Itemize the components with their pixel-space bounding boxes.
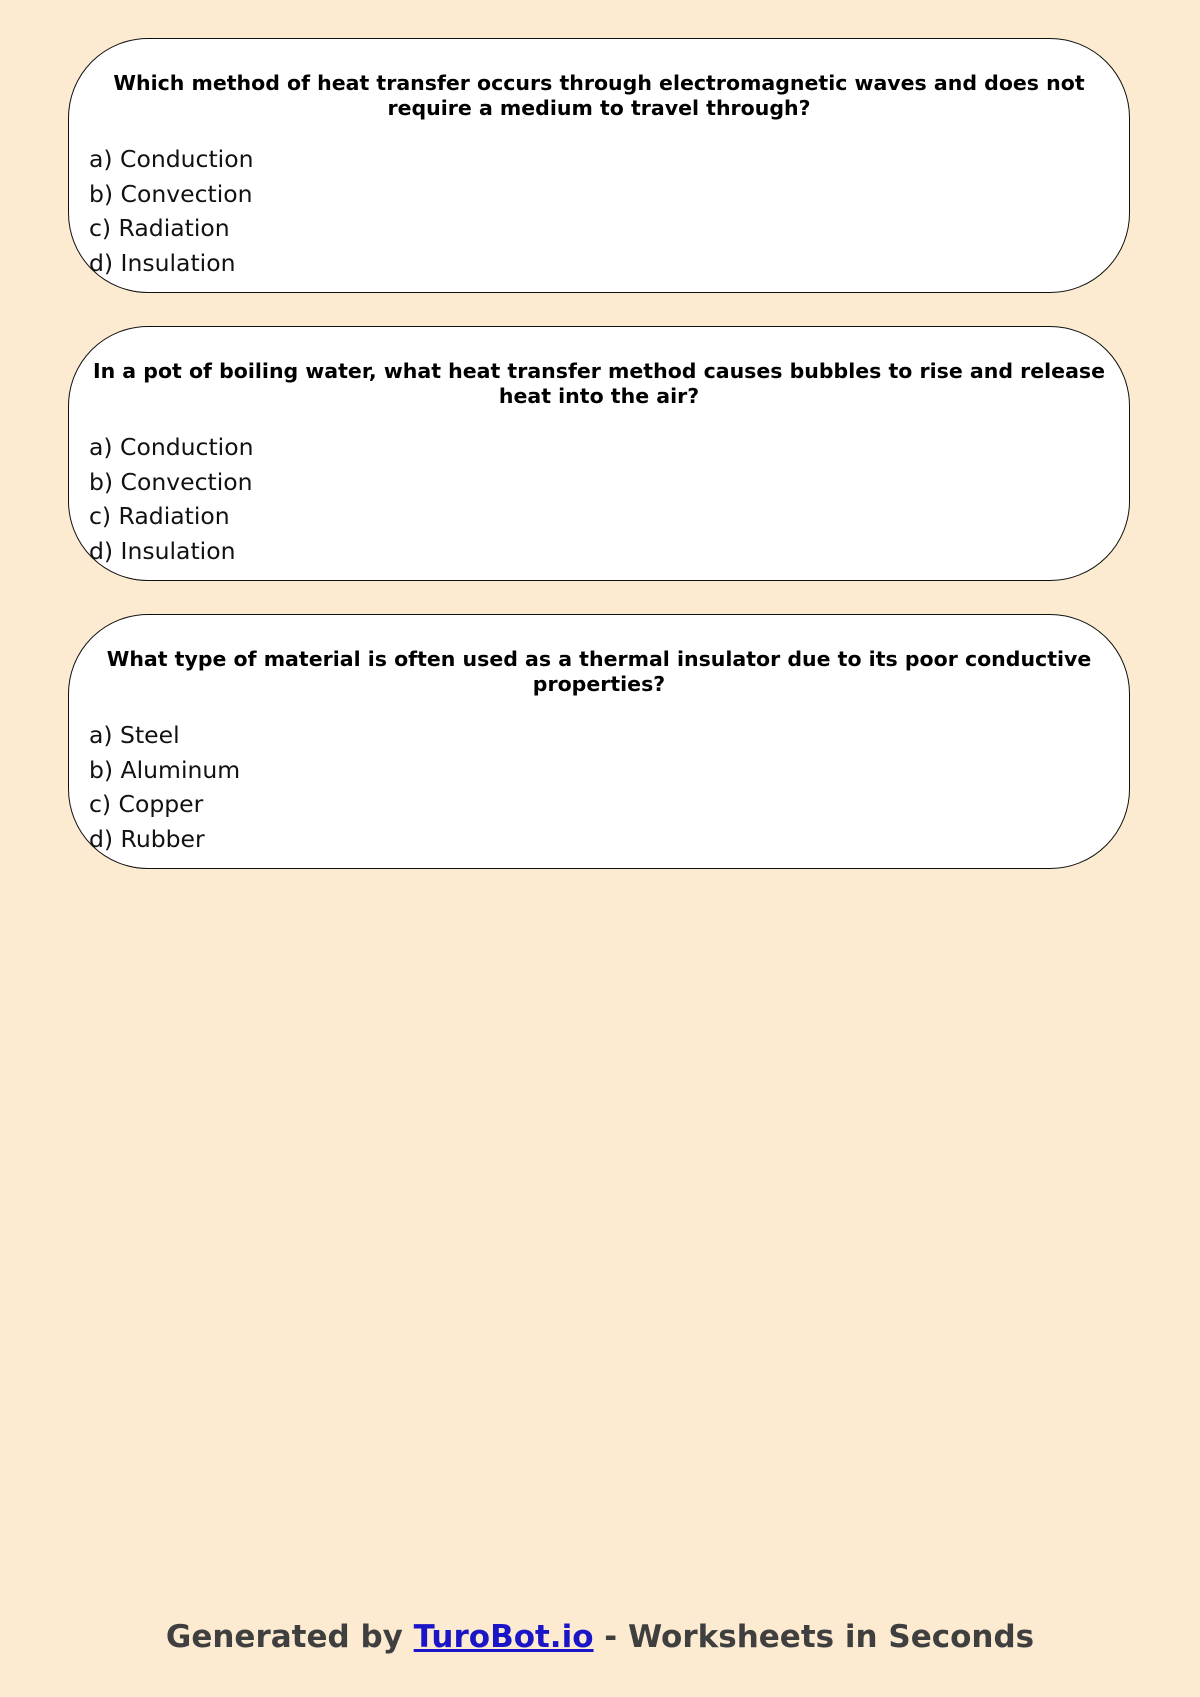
turobot-link[interactable]: TuroBot.io	[413, 1619, 594, 1655]
question-text: What type of material is often used as a thermal insulator due to its poor conductive properties?	[106, 647, 1092, 696]
question-text: In a pot of boiling water, what heat transfer method causes bubbles to rise and release heat into the air?	[92, 359, 1106, 408]
answer-option-c: c) Radiation	[89, 214, 230, 242]
answer-option-a: a) Steel	[89, 721, 180, 749]
answer-options	[89, 718, 240, 856]
footer-prefix: Generated by	[165, 1619, 414, 1655]
question-card-1	[68, 38, 1130, 293]
answer-option-d: d) Rubber	[89, 824, 205, 853]
footer-credit	[0, 1617, 1200, 1657]
answer-option-c: c) Radiation	[89, 502, 230, 530]
answer-option-a: a) Conduction	[89, 145, 254, 173]
answer-options	[89, 430, 253, 568]
footer-suffix: - Worksheets in Seconds	[593, 1619, 1035, 1655]
question-card-3	[68, 614, 1130, 869]
question-card-2	[68, 326, 1130, 581]
answer-option-a: a) Conduction	[89, 433, 254, 461]
answer-option-d: d) Insulation	[89, 248, 236, 277]
answer-option-c: c) Copper	[89, 790, 204, 818]
answer-option-d: d) Insulation	[89, 536, 236, 565]
answer-option-b: b) Convection	[89, 179, 253, 208]
answer-options	[89, 142, 253, 280]
question-text: Which method of heat transfer occurs through electromagnetic waves and does not require a medium to travel through?	[113, 71, 1085, 120]
answer-option-b: b) Convection	[89, 467, 253, 496]
answer-option-b: b) Aluminum	[89, 755, 241, 784]
